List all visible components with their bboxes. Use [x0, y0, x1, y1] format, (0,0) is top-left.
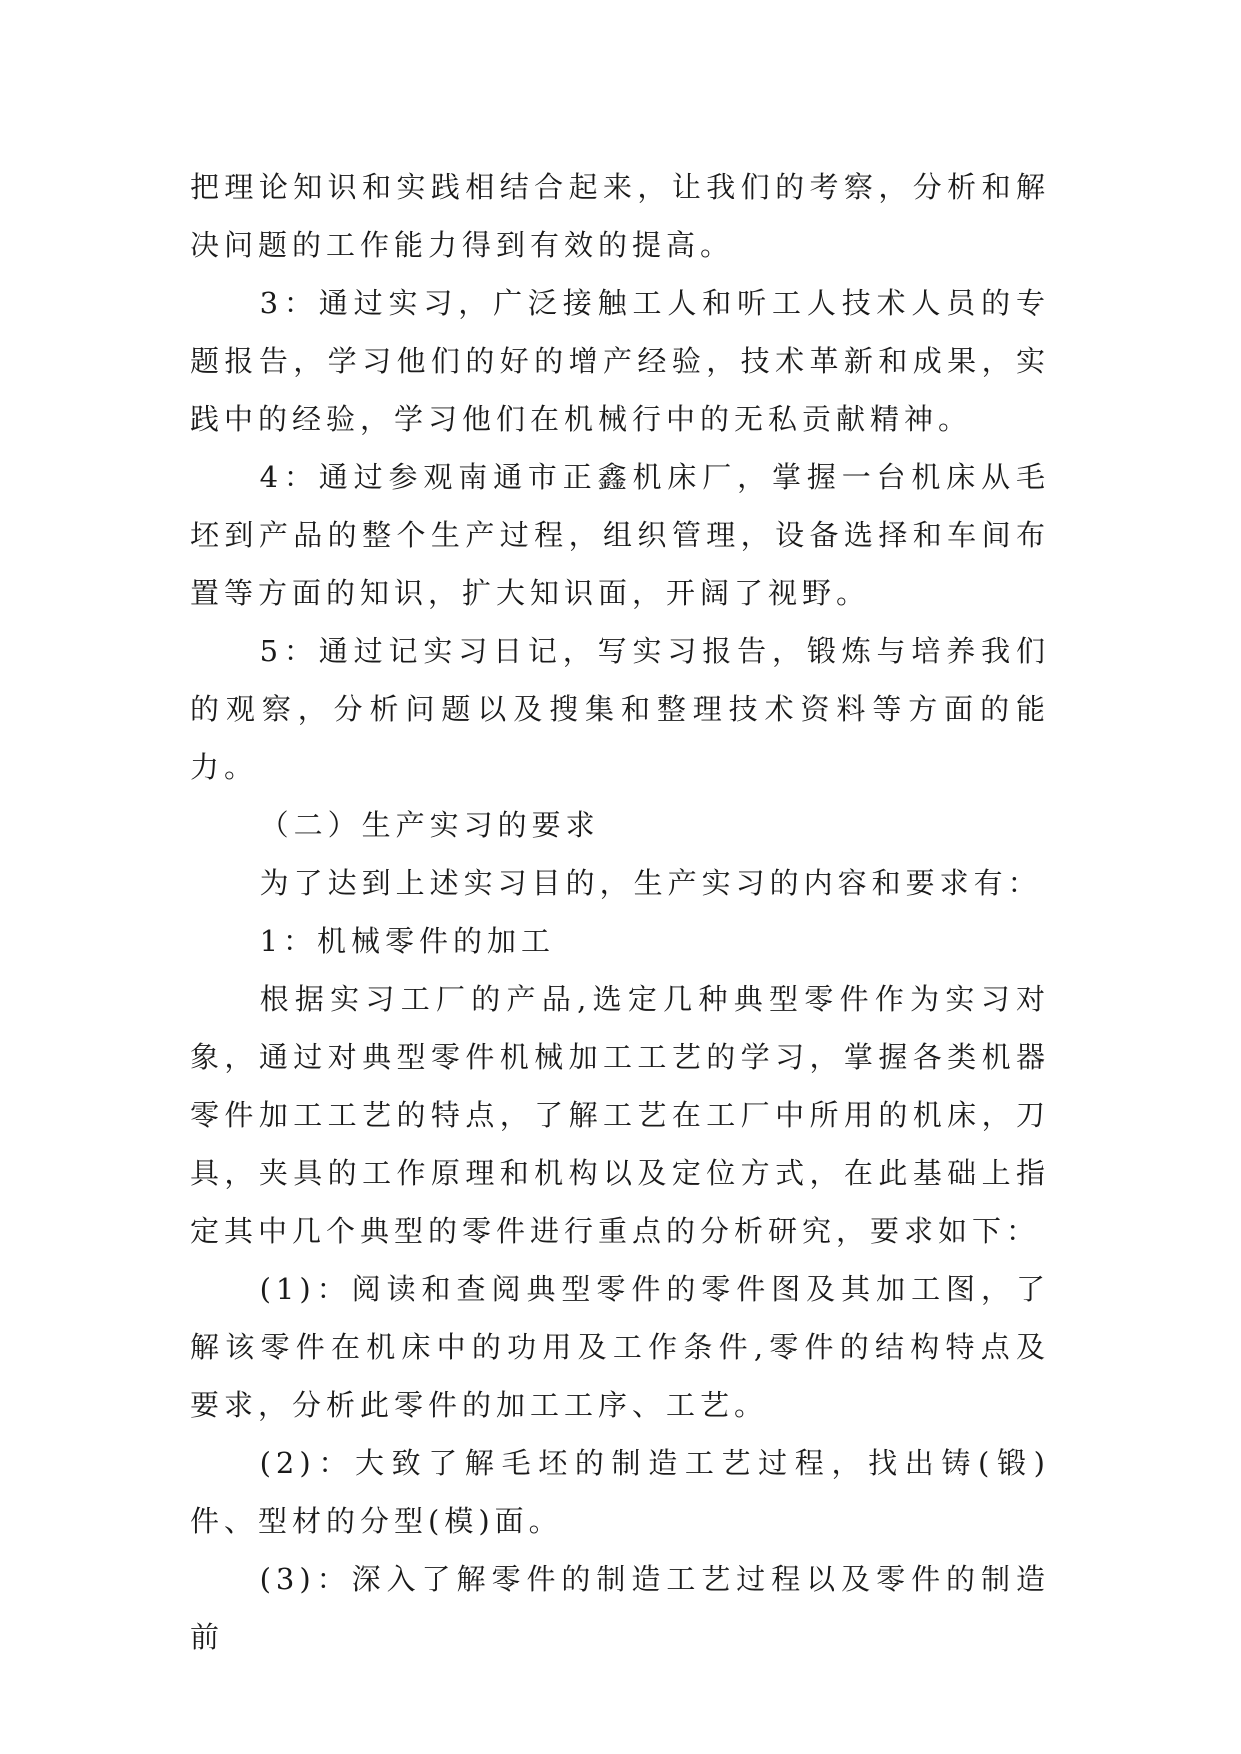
paragraph-req-3: (3)：深入了解零件的制造工艺过程以及零件的制造前 — [190, 1562, 1050, 1654]
paragraph-item-5: 5：通过记实习日记，写实习报告，锻炼与培养我们的观察，分析问题以及搜集和整理技术资料等方面的能力。 — [190, 634, 1050, 784]
paragraph-item-3: 3：通过实习，广泛接触工人和听工人技术人员的专题报告，学习他们的好的增产经验，技术革新和成果，实践中的经验，学习他们在机械行中的无私贡献精神。 — [190, 286, 1050, 436]
section-heading: （二）生产实习的要求 — [259, 808, 600, 842]
paragraph-req-1: (1)：阅读和查阅典型零件的零件图及其加工图，了解该零件在机床中的功用及工作条件,零件的结构特点及要求，分析此零件的加工工序、工艺。 — [190, 1272, 1050, 1422]
subheading-machining: 1：机械零件的加工 — [259, 924, 556, 958]
paragraph-continuation: 把理论知识和实践相结合起来，让我们的考察，分析和解决问题的工作能力得到有效的提高。 — [190, 170, 1050, 262]
document-body — [190, 158, 1050, 1666]
paragraph-intro: 为了达到上述实习目的，生产实习的内容和要求有： — [259, 866, 1042, 900]
paragraph-machining: 根据实习工厂的产品,选定几种典型零件作为实习对象，通过对典型零件机械加工工艺的学习，掌握各类机器零件加工工艺的特点，了解工艺在工厂中所用的机床，刀具，夹具的工作原理和机构以及定位方式，在此基础上指定其中几个典型的零件进行重点的分析研究，要求如下： — [190, 982, 1050, 1248]
paragraph-item-4: 4：通过参观南通市正鑫机床厂，掌握一台机床从毛坯到产品的整个生产过程，组织管理，设备选择和车间布置等方面的知识，扩大知识面，开阔了视野。 — [190, 460, 1050, 610]
paragraph-req-2: (2)：大致了解毛坯的制造工艺过程，找出铸(锻)件、型材的分型(模)面。 — [190, 1446, 1050, 1538]
